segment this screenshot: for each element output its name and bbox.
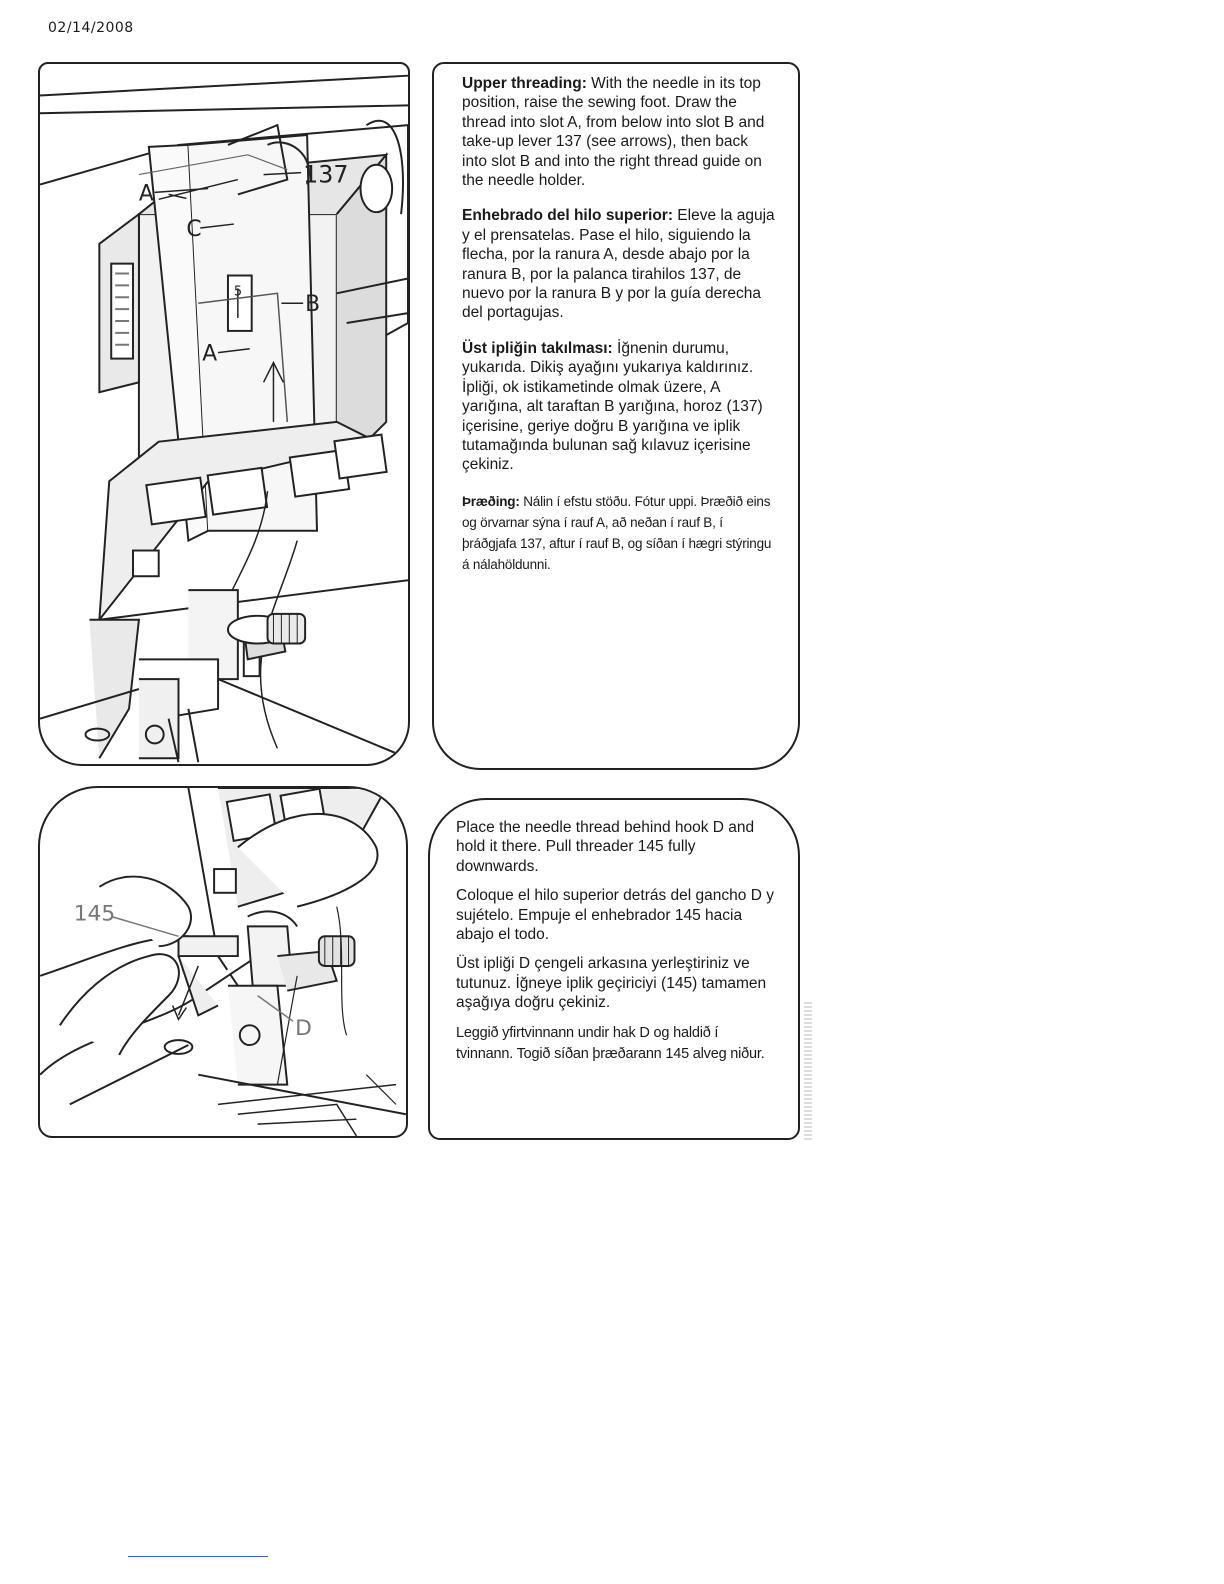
instruction-icelandic: [462, 491, 776, 575]
callout-a-top: A: [138, 181, 154, 207]
callout-c: C: [186, 216, 202, 242]
instruction-spanish: [462, 206, 776, 322]
dial-number: 5: [233, 284, 243, 300]
threader-english: Place the needle thread behind hook D and hold it there. Pull threader 145 fully downwards.: [456, 819, 755, 875]
callout-137: 137: [303, 160, 349, 189]
callout-145: 145: [73, 901, 116, 927]
upper-threading-illustration: [38, 62, 410, 766]
callout-d: D: [295, 1016, 312, 1042]
needle-threader-illustration: [38, 786, 408, 1138]
callout-b: B: [305, 292, 321, 318]
document-date: 02/14/2008: [48, 20, 134, 36]
sewing-machine-head-drawing: [40, 64, 408, 764]
body-icelandic: Nálin í efstu stöðu. Fótur uppi. Þræðið eins og örvarnar sýna í rauf A, að neðan í rauf B, í þráðgjafa 137, aftur í rauf B, og síðan í hægri stýringu á nálahöldunni.: [462, 493, 772, 572]
body-spanish: Eleve la aguja y el prensatelas. Pase el hilo, siguiendo la flecha, por la ranura A, desde abajo por la ranura B, por la palanca tirahilos 137, de nuevo por la ranura B y por la guía derecha del portagujas.: [462, 207, 775, 322]
body-english: With the needle in its top position, raise the sewing foot. Draw the thread into slot A, from below into slot B and take-up lever 137 (see arrows), then back into slot B and into the right thread guide on the needle holder.: [462, 75, 765, 190]
threader-turkish: Üst ipliği D çengeli arkasına yerleştiriniz ve tutunuz. İğneye iplik geçiriciyi (145) tamamen aşağıya doğru çekiniz.: [456, 955, 767, 1012]
footer-rule: [128, 1556, 268, 1557]
heading-turkish: Üst ipliğin takılması:: [462, 339, 613, 357]
heading-spanish: Enhebrado del hilo superior:: [462, 207, 673, 225]
upper-threading-instructions: [432, 62, 800, 770]
threader-icelandic: Leggið yfirtvinnann undir hak D og haldið í tvinnann. Togið síðan þræðarann 145 alveg niður.: [456, 1024, 765, 1062]
instruction-english: [462, 74, 776, 190]
body-turkish: İğnenin durumu, yukarıda. Dikiş ayağını yukarıya kaldırınız. İpliği, ok istikametinde olmak üzere, A yarığına, alt taraftan B yarığına, horoz (137) içerisine, geriye doğru B yarığına ve iplik tutamağında bulunan sağ kılavuz içerisine çekiniz.: [462, 339, 763, 474]
needle-threader-instructions: [428, 798, 800, 1140]
scan-edge-artifact: [804, 1000, 812, 1140]
heading-icelandic: Þræðing:: [462, 493, 520, 509]
threader-spanish: Coloque el hilo superior detrás del gancho D y sujételo. Empuje el enhebrador 145 hacia abajo el todo.: [456, 887, 774, 944]
needle-threader-drawing: [40, 788, 406, 1136]
heading-english: Upper threading:: [462, 75, 587, 92]
instruction-turkish: [462, 339, 776, 475]
callout-a-lower: A: [202, 341, 218, 367]
